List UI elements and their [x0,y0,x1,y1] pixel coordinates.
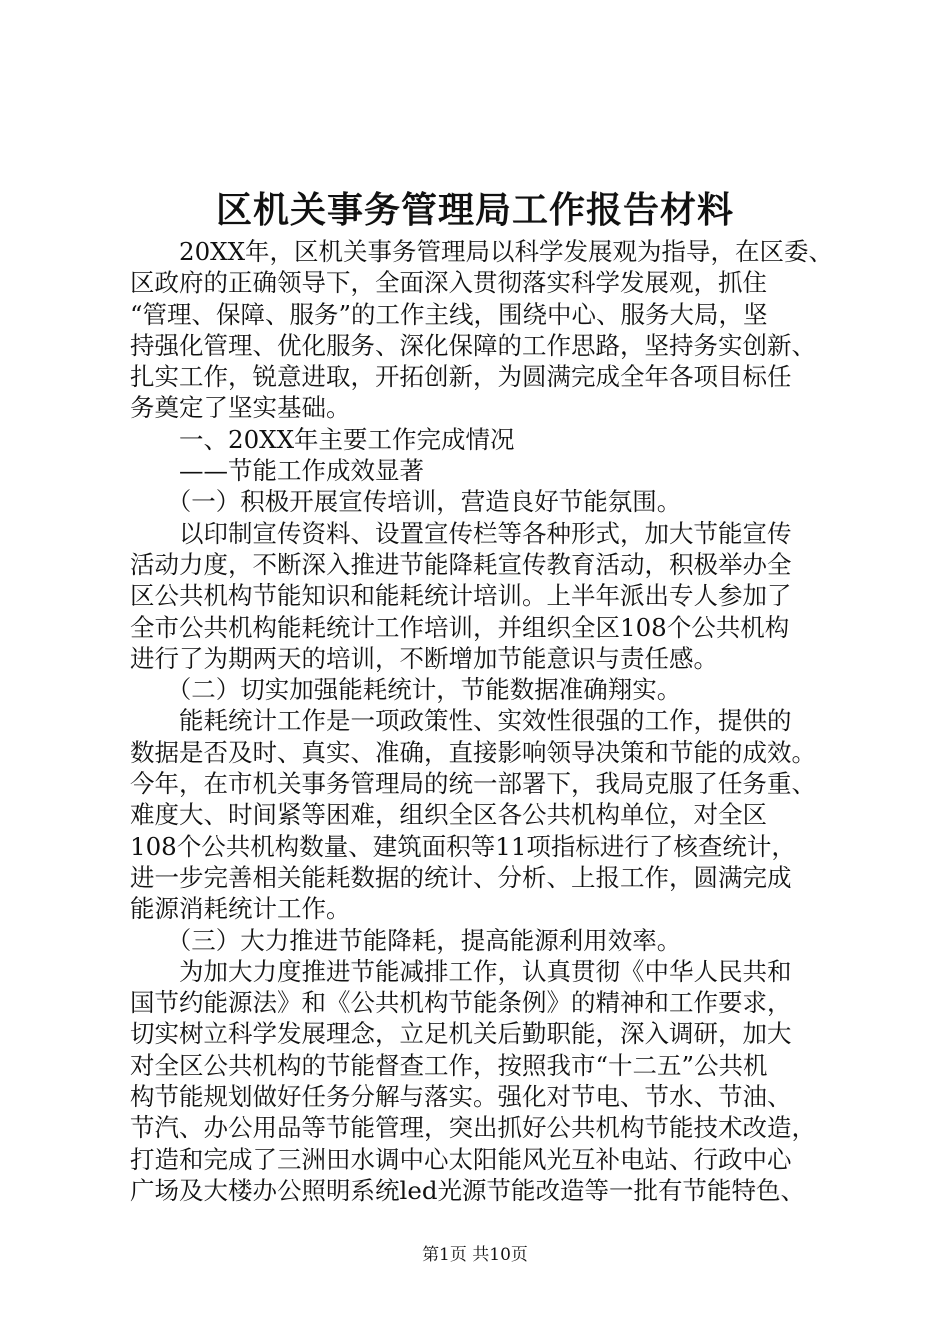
section-heading: 一、20XX年主要工作完成情况 [130,424,515,454]
body-line: 切实树立科学发展理念，立足机关后勤职能，深入调研，加大 [130,1019,792,1049]
body-line: 全市公共机构能耗统计工作培训，并组织全区108个公共机构 [130,612,790,642]
body-line: 今年，在市机关事务管理局的统一部署下，我局克服了任务重、 [130,769,816,799]
item-heading: （三）大力推进节能降耗，提高能源利用效率。 [130,925,682,955]
body-line: 区公共机构节能知识和能耗统计培训。上半年派出专人参加了 [130,581,792,611]
subsection-heading: ——节能工作成效显著 [130,456,424,486]
body-line: 构节能规划做好任务分解与落实。强化对节电、节水、节油、 [130,1082,792,1112]
body-line: 难度大、时间紧等困难，组织全区各公共机构单位，对全区 [130,800,767,830]
body-line: 进一步完善相关能耗数据的统计、分析、上报工作，圆满完成 [130,862,792,892]
document-title: 区机关事务管理局工作报告材料 [215,189,734,231]
body-line: 能耗统计工作是一项政策性、实效性很强的工作，提供的 [130,706,792,736]
page-number: 第1页 共10页 [422,1245,528,1265]
item-heading: （一）积极开展宣传培训，营造良好节能氛围。 [130,487,682,517]
body-line: 为加大力度推进节能减排工作，认真贯彻《中华人民共和 [130,956,792,986]
body-line: 打造和完成了三洲田水调中心太阳能风光互补电站、行政中心 [130,1144,792,1174]
body-line: 持强化管理、优化服务、深化保障的工作思路，坚持务实创新、 [130,330,816,360]
body-line: 国节约能源法》和《公共机构节能条例》的精神和工作要求， [130,988,792,1018]
document-body [130,236,834,1206]
body-line: 108个公共机构数量、建筑面积等11项指标进行了核查统计， [130,831,796,861]
body-line: 20XX年，区机关事务管理局以科学发展观为指导，在区委、 [130,237,834,266]
body-line: 以印制宣传资料、设置宣传栏等各种形式，加大节能宣传 [130,518,792,548]
item-heading: （二）切实加强能耗统计，节能数据准确翔实。 [130,675,682,705]
body-line: 能源消耗统计工作。 [130,894,351,924]
body-line: 对全区公共机构的节能督查工作，按照我市“十二五”公共机 [130,1050,768,1080]
body-line: 节汽、办公用品等节能管理，突出抓好公共机构节能技术改造， [130,1113,816,1143]
body-line: 务奠定了坚实基础。 [130,393,351,423]
body-line: 数据是否及时、真实、准确，直接影响领导决策和节能的成效。 [130,737,816,767]
body-line: 区政府的正确领导下，全面深入贯彻落实科学发展观，抓住 [130,268,767,298]
body-line: “管理、保障、服务”的工作主线，围绕中心、服务大局，坚 [130,299,768,329]
body-line: 活动力度，不断深入推进节能降耗宣传教育活动，积极举办全 [130,549,792,579]
body-line: 广场及大楼办公照明系统led光源节能改造等一批有节能特色、 [130,1175,806,1205]
body-line: 扎实工作，锐意进取，开拓创新，为圆满完成全年各项目标任 [130,362,792,392]
body-line: 进行了为期两天的培训，不断增加节能意识与责任感。 [130,643,718,673]
